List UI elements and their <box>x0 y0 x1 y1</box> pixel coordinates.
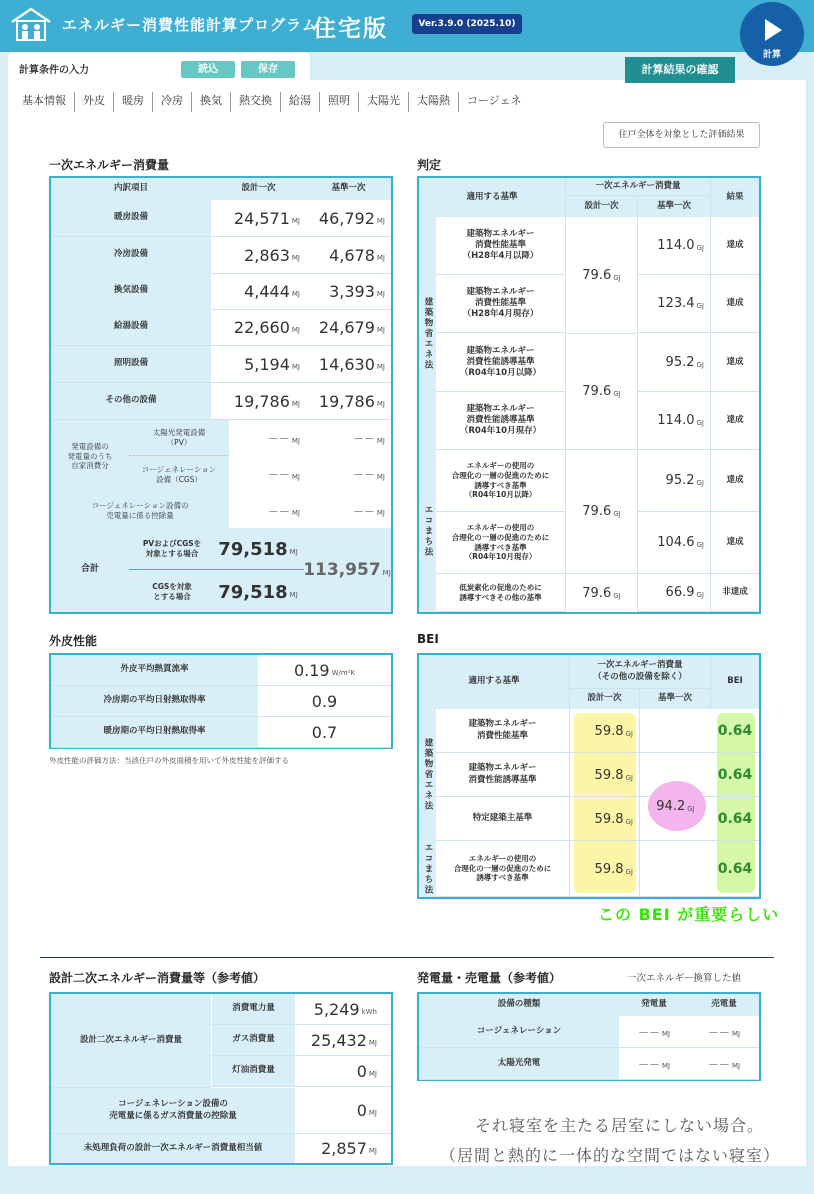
judge-row-base-unit: GJ <box>696 361 704 369</box>
input-nav <box>14 92 574 112</box>
primary-pv-design <box>229 420 306 456</box>
primary-row-std-unit: MJ <box>376 217 385 225</box>
bei-group1: 建築物省エネ法 <box>419 709 436 841</box>
secondary-row-value-value: 5,249 <box>313 999 360 1019</box>
primary-row-label: 暖房設備 <box>51 200 211 237</box>
envelope-row-label: 暖房期の平均日射熱取得率 <box>51 717 258 748</box>
power-row-sell <box>689 1016 759 1048</box>
secondary-table <box>49 992 393 1165</box>
primary-row-design-unit: MJ <box>291 326 300 334</box>
primary-row-design-value: 5,194 <box>244 355 290 374</box>
tab-result[interactable]: 計算結果の確認 <box>625 57 735 83</box>
bei-row-bei <box>711 797 759 841</box>
bei-header-base: 基準一次 <box>640 689 711 709</box>
secondary-unproc-value <box>295 1134 391 1163</box>
primary-total-pv-unit: MJ <box>289 547 298 556</box>
bei-row-label: 特定建築主基準 <box>436 797 570 841</box>
bei-row-label: エネルギーの使用の 合理化の一層の促進のために 誘導すべき基準 <box>436 841 570 897</box>
primary-row-std-value: 19,786 <box>318 392 375 411</box>
bei-row-label: 建築物エネルギー 消費性能基準 <box>436 709 570 753</box>
version-badge: Ver.3.9.0 (2025.10) <box>412 14 522 34</box>
primary-total-pv-label: PVおよびCGSを 対象とする場合 <box>142 539 202 558</box>
judge-row-label: エネルギーの使用の 合理化の一層の促進のために 誘導すべき基準 （R04年10月現存） <box>436 512 566 574</box>
judge-row-label: 建築物エネルギー 消費性能誘導基準 （R04年10月現存） <box>436 392 566 450</box>
bei-row-design-unit: GJ <box>625 773 633 782</box>
primary-total-std-value: 113,957 <box>303 560 381 580</box>
bei-row-design-unit: GJ <box>625 729 633 738</box>
primary-row-label: その他の設備 <box>51 383 211 420</box>
primary-row-label: 照明設備 <box>51 346 211 383</box>
primary-row-std-value: 46,792 <box>318 209 375 228</box>
judge-row-base <box>638 334 711 392</box>
calculate-button[interactable] <box>740 2 804 66</box>
judge-design-a-unit: GJ <box>613 273 621 282</box>
bei-header-std: 適用する基準 <box>419 655 570 709</box>
secondary-unproc-value-value: 2,857 <box>321 1139 367 1158</box>
judge-title: 判定 <box>417 158 442 172</box>
power-row-sell-value: －－ <box>707 1057 730 1071</box>
bei-header-design: 設計一次 <box>570 689 640 709</box>
judge-row-base-unit: GJ <box>696 541 704 549</box>
primary-row-std-unit: MJ <box>376 400 385 408</box>
envelope-row-value-value: 0.19 <box>293 660 330 680</box>
envelope-row-value <box>258 686 391 717</box>
judge-header-result: 結果 <box>726 191 744 202</box>
primary-row-design-value: 24,571 <box>233 209 290 228</box>
bei-row-design-unit: GJ <box>625 817 633 826</box>
primary-row-design <box>211 309 306 346</box>
nav-item-10[interactable]: コージェネ <box>458 92 530 112</box>
primary-row-std-unit: MJ <box>376 363 385 371</box>
bei-row-design-value: 59.8 <box>594 861 624 877</box>
judge-row-result: 達成 <box>711 450 759 512</box>
primary-cgs-std-value: －－ <box>352 468 375 481</box>
bei-row-bei-value: 0.64 <box>717 861 753 877</box>
primary-cgs-design-unit: MJ <box>291 472 300 481</box>
primary-row-std-value: 3,393 <box>329 282 375 301</box>
primary-total-std-unit: MJ <box>382 568 391 577</box>
bei-row-design <box>570 841 640 897</box>
primary-cgs-design <box>229 456 306 492</box>
secondary-row-value-value: 0 <box>356 1061 367 1081</box>
bei-group2: エコまち法 <box>419 841 436 897</box>
judge-header-std: 適用する基準 <box>419 178 566 217</box>
envelope-row-label: 冷房期の平均日射熱取得率 <box>51 686 258 717</box>
judge-row-base-unit: GJ <box>696 244 704 252</box>
primary-pv-design-unit: MJ <box>291 436 300 445</box>
bei-row-bei-value: 0.64 <box>717 723 753 739</box>
primary-row-design-value: 2,863 <box>244 246 290 265</box>
power-row-sell <box>689 1048 759 1080</box>
power-row-gen <box>619 1048 689 1080</box>
judge-design-d <box>566 574 638 612</box>
secondary-row-value <box>295 1056 391 1087</box>
power-row-sell-unit: MJ <box>731 1062 741 1070</box>
power-subtitle: 一次エネルギー換算した値 <box>627 973 742 984</box>
primary-row-std <box>306 383 391 420</box>
secondary-unproc-label: 未処理負荷の設計一次エネルギー消費量相当値 <box>51 1134 295 1163</box>
primary-total-cgs <box>213 574 303 610</box>
bei-header-bei: BEI <box>727 676 743 687</box>
judge-row-base-unit: GJ <box>696 479 704 487</box>
nav-item-7[interactable]: 照明 <box>319 92 358 112</box>
bei-base-unit: GJ <box>687 804 695 813</box>
nav-item-6[interactable]: 給湯 <box>280 92 319 112</box>
secondary-row-value-unit: kWh <box>361 1007 377 1016</box>
judge-row-base <box>638 512 711 574</box>
primary-row-label: 給湯設備 <box>51 309 211 346</box>
power-row-gen <box>619 1016 689 1048</box>
judge-group2: エコまち法 <box>419 450 436 612</box>
primary-row-design-unit: MJ <box>291 400 300 408</box>
bei-row-design <box>570 797 640 841</box>
judge-row-base <box>638 392 711 450</box>
primary-row-design-value: 22,660 <box>233 318 290 337</box>
judge-row-base-value: 95.2 <box>665 355 695 370</box>
app-title: エネルギー消費性能計算プログラム <box>62 16 318 34</box>
secondary-cgs-value <box>295 1088 391 1134</box>
house-people-icon <box>10 6 52 42</box>
nav-item-5[interactable]: 熱交換 <box>230 92 280 112</box>
envelope-row-value-value: 0.9 <box>311 691 338 711</box>
primary-deduct-design <box>229 493 306 528</box>
bei-row-design-value: 59.8 <box>594 811 624 827</box>
app-title-edition: 住宅版 <box>313 16 388 42</box>
judge-row-label: 建築物エネルギー 消費性能基準 （H28年4月現存） <box>436 275 566 333</box>
judge-row-result: 達成 <box>711 392 759 450</box>
primary-row-design <box>211 383 306 420</box>
bei-row-design-unit: GJ <box>625 867 633 876</box>
bei-header-energy: 一次エネルギー消費量 （その他の設備を除く） <box>570 655 711 689</box>
power-row-gen-unit: MJ <box>661 1062 671 1070</box>
judge-row-label: 低炭素化の促進のために 誘導すべきその他の基準 <box>436 574 566 612</box>
primary-deduct-std-unit: MJ <box>376 509 385 517</box>
load-button[interactable]: 読込 <box>181 61 235 78</box>
envelope-row-value <box>258 655 391 686</box>
primary-row-std-value: 4,678 <box>329 246 375 265</box>
nav-item-1[interactable]: 外皮 <box>74 92 113 112</box>
bei-title: BEI <box>417 632 439 646</box>
primary-self-label: 発電設備の 発電量のうち 自家消費分 <box>51 420 129 493</box>
primary-cgs-design-value: －－ <box>267 468 290 481</box>
primary-deduct-std <box>306 493 391 528</box>
primary-row-design-unit: MJ <box>291 290 300 298</box>
judge-header-design: 設計一次 <box>566 196 638 217</box>
primary-header-design: 設計一次 <box>241 183 276 194</box>
primary-cgs-std <box>306 456 391 492</box>
primary-row-std <box>306 237 391 274</box>
section-divider <box>40 957 774 958</box>
secondary-row-value-value: 25,432 <box>310 1030 367 1050</box>
primary-row-std <box>306 346 391 383</box>
primary-total-std <box>301 552 393 588</box>
power-row-label: コージェネレーション <box>419 1016 619 1048</box>
primary-row-std-unit: MJ <box>376 326 385 334</box>
bei-row-bei-value: 0.64 <box>717 767 753 783</box>
primary-row-design <box>211 200 306 237</box>
nav-item-8[interactable]: 太陽光 <box>358 92 408 112</box>
primary-row-design-unit: MJ <box>291 217 300 225</box>
judge-group1: 建築物省エネ法 <box>419 217 436 450</box>
primary-pv-design-value: －－ <box>267 432 290 445</box>
bei-row-design <box>570 753 640 797</box>
primary-row-std <box>306 309 391 346</box>
judge-row-base-value: 114.0 <box>657 238 695 253</box>
whole-unit-eval-button[interactable]: 住戸全体を対象とした評価結果 <box>603 122 760 148</box>
calculate-button-label: 計算 <box>762 50 781 60</box>
judge-row-base-unit: GJ <box>696 302 704 310</box>
primary-deduct-design-unit: MJ <box>291 509 300 517</box>
primary-row-design <box>211 346 306 383</box>
primary-row-label: 冷房設備 <box>51 237 211 274</box>
power-header-type: 設備の種類 <box>497 999 541 1010</box>
judge-row-label: 建築物エネルギー 消費性能誘導基準 （R04年10月以降） <box>436 334 566 392</box>
judge-row-base <box>638 275 711 333</box>
power-row-gen-value: －－ <box>637 1025 660 1039</box>
primary-total-label: 合計 <box>80 564 99 575</box>
footer-note-2: （居間と熱的に一体的な空間ではない寝室） <box>440 1146 781 1165</box>
judge-design-c-value: 79.6 <box>582 504 612 519</box>
secondary-row-label: ガス消費量 <box>211 1025 295 1056</box>
primary-row-std-value: 24,679 <box>318 318 375 337</box>
judge-header-base: 基準一次 <box>638 196 711 217</box>
primary-row-design-value: 19,786 <box>233 392 290 411</box>
judge-row-base-unit: GJ <box>696 591 704 599</box>
primary-cgs-label: コージェネレーション 設備（CGS） <box>129 456 229 493</box>
judge-row-base <box>638 574 711 612</box>
secondary-row-label: 消費電力量 <box>211 994 295 1025</box>
envelope-row-label: 外皮平均熱貫流率 <box>51 655 258 686</box>
save-button[interactable]: 保存 <box>241 61 295 78</box>
primary-cgs-std-unit: MJ <box>376 472 385 481</box>
primary-header-item: 内訳項目 <box>113 183 148 194</box>
footer-note-1: それ寝室を主たる居室にしない場合。 <box>475 1116 765 1135</box>
judge-design-b-value: 79.6 <box>582 384 612 399</box>
judge-design-c-unit: GJ <box>613 510 621 518</box>
judge-design-d-value: 79.6 <box>582 585 612 601</box>
primary-deduct-label: コージェネレーション設備の 売電量に係る控除量 <box>51 493 229 528</box>
primary-total-pv <box>213 531 303 567</box>
primary-row-design-value: 4,444 <box>244 282 290 301</box>
power-row-gen-unit: MJ <box>661 1030 671 1038</box>
envelope-title: 外皮性能 <box>49 634 98 648</box>
bei-row-design-value: 59.8 <box>594 767 624 783</box>
power-row-sell-value: －－ <box>707 1025 730 1039</box>
primary-row-design-unit: MJ <box>291 363 300 371</box>
bei-row-bei-value: 0.64 <box>717 811 753 827</box>
judge-row-base-unit: GJ <box>696 419 704 427</box>
primary-pv-std-unit: MJ <box>376 436 385 445</box>
secondary-title: 設計二次エネルギー消費量等（参考値） <box>49 971 266 985</box>
primary-total-cgs-value: 79,518 <box>218 581 288 603</box>
envelope-table <box>49 653 393 749</box>
secondary-group-label: 設計二次エネルギー消費量 <box>51 994 211 1088</box>
secondary-cgs-value-unit: MJ <box>368 1109 377 1117</box>
power-header-sell: 売電量 <box>711 999 737 1010</box>
primary-pv-std <box>306 420 391 456</box>
judge-row-base-value: 123.4 <box>657 296 695 311</box>
primary-deduct-design-value: －－ <box>267 504 290 518</box>
judge-row-label: 建築物エネルギー 消費性能基準 （H28年4月以降） <box>436 217 566 275</box>
judge-row-label: エネルギーの使用の 合理化の一層の促進のために 誘導すべき基準 （R04年10月以降） <box>436 450 566 512</box>
bei-table <box>417 653 761 899</box>
judge-row-result: 非達成 <box>711 574 759 612</box>
primary-pv-std-value: －－ <box>352 432 375 445</box>
nav-item-2[interactable]: 暖房 <box>113 92 152 112</box>
nav-item-3[interactable]: 冷房 <box>152 92 191 112</box>
judge-row-result: 達成 <box>711 512 759 574</box>
power-row-sell-unit: MJ <box>731 1030 741 1038</box>
primary-deduct-std-value: －－ <box>352 504 375 518</box>
bei-row-line <box>436 896 759 897</box>
primary-row-design <box>211 237 306 274</box>
envelope-row-value-value: 0.7 <box>311 722 338 742</box>
secondary-cgs-value-value: 0 <box>356 1101 367 1120</box>
judge-design-a-value: 79.6 <box>582 267 612 283</box>
primary-total-cgs-unit: MJ <box>289 590 298 599</box>
judge-header-energy: 一次エネルギー消費量 <box>566 178 711 196</box>
envelope-row-value <box>258 717 391 748</box>
tab-input-label: 計算条件の入力 <box>19 65 89 76</box>
judge-design-c <box>566 450 638 574</box>
power-header-gen: 発電量 <box>641 999 667 1010</box>
judge-row-base-value: 114.0 <box>657 413 695 428</box>
judge-row-result: 達成 <box>711 334 759 392</box>
primary-total-cgs-label: CGSを対象 とする場合 <box>152 582 192 601</box>
primary-energy-table <box>49 176 393 614</box>
secondary-row-value-unit: MJ <box>368 1069 377 1078</box>
bei-annotation: この BEI が重要らしい <box>598 905 780 924</box>
primary-total-split <box>129 569 304 570</box>
nav-item-4[interactable]: 換気 <box>191 92 230 112</box>
envelope-row-value-unit: W/m²K <box>331 668 356 677</box>
envelope-note: 外皮性能の評価方法：当該住戸の外皮面積を用いて外皮性能を評価する <box>49 756 289 765</box>
primary-pv-label: 太陽光発電設備 （PV） <box>129 420 229 456</box>
judge-design-a <box>566 217 638 334</box>
judge-row-base-value: 104.6 <box>657 535 695 550</box>
primary-row-std-unit: MJ <box>376 290 385 298</box>
judge-design-d-unit: GJ <box>613 591 621 600</box>
secondary-row-value <box>295 994 391 1025</box>
judge-design-b <box>566 334 638 450</box>
power-table <box>417 992 761 1081</box>
judge-row-base <box>638 450 711 512</box>
play-icon <box>765 19 782 41</box>
primary-row-design <box>211 273 306 310</box>
secondary-row-value-unit: MJ <box>368 1038 377 1047</box>
primary-header-std: 基準一次 <box>331 183 366 194</box>
primary-row-std <box>306 200 391 237</box>
secondary-cgs-label: コージェネレーション設備の 売電量に係るガス消費量の控除量 <box>51 1088 295 1134</box>
primary-row-label: 換気設備 <box>51 273 211 310</box>
bei-row-design <box>570 709 640 753</box>
bei-base <box>640 781 711 831</box>
primary-row-std-unit: MJ <box>376 254 385 262</box>
bei-row-bei <box>711 709 759 753</box>
primary-row-std <box>306 273 391 310</box>
judge-design-b-unit: GJ <box>613 390 621 398</box>
power-row-label: 太陽光発電 <box>419 1048 619 1080</box>
primary-total-pv-value: 79,518 <box>218 538 288 560</box>
secondary-row-value <box>295 1025 391 1056</box>
primary-row-design-unit: MJ <box>291 254 300 262</box>
judge-row-base <box>638 217 711 275</box>
bei-row-bei <box>711 841 759 897</box>
secondary-row-label: 灯油消費量 <box>211 1056 295 1087</box>
secondary-unproc-value-unit: MJ <box>368 1147 377 1155</box>
judge-row-base-value: 66.9 <box>665 585 695 600</box>
judge-table <box>417 176 761 614</box>
nav-item-0[interactable]: 基本情報 <box>22 94 66 107</box>
judge-row-base-value: 95.2 <box>665 473 695 488</box>
judge-row-result: 達成 <box>711 217 759 275</box>
bei-base-value: 94.2 <box>656 798 686 814</box>
judge-row-result: 達成 <box>711 275 759 333</box>
power-title: 発電量・売電量（参考値） <box>417 971 562 985</box>
bei-row-bei <box>711 753 759 797</box>
primary-row-std-value: 14,630 <box>318 355 375 374</box>
primary-energy-title: 一次エネルギー消費量 <box>49 158 170 172</box>
bei-row-label: 建築物エネルギー 消費性能誘導基準 <box>436 753 570 797</box>
bei-row-design-value: 59.8 <box>594 723 624 739</box>
nav-item-9[interactable]: 太陽熱 <box>408 92 458 112</box>
power-row-gen-value: －－ <box>637 1057 660 1071</box>
